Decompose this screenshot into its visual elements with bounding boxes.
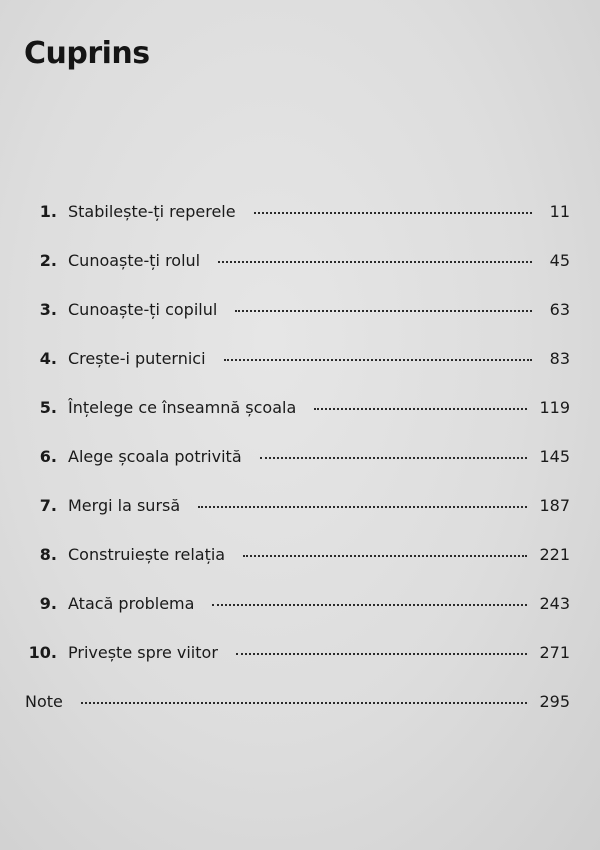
toc-entry-body — [68, 398, 570, 417]
toc-entry-number: 6. — [39, 447, 57, 466]
toc-entry-label: Alege școala potrivită — [68, 447, 242, 466]
dot-leader — [198, 506, 527, 508]
toc-entry — [0, 539, 600, 588]
toc-entry-number: 4. — [39, 349, 57, 368]
page-title: Cuprins — [24, 36, 150, 71]
toc-entry-label: Înțelege ce înseamnă școala — [68, 398, 297, 417]
toc-entry-body — [25, 692, 570, 711]
toc-entry-body — [68, 447, 570, 466]
toc-entry — [0, 490, 600, 539]
dot-leader — [218, 261, 532, 263]
toc-entry-page: 145 — [539, 447, 570, 466]
toc-entry-number: 3. — [39, 300, 57, 319]
table-of-contents — [0, 196, 600, 735]
toc-entry — [0, 637, 600, 686]
toc-entry-page: 271 — [539, 643, 570, 662]
toc-entry-body — [68, 496, 570, 515]
toc-entry — [0, 441, 600, 490]
dot-leader — [260, 457, 528, 459]
toc-entry-label: Privește spre viitor — [68, 643, 218, 662]
toc-entry-number: 2. — [39, 251, 57, 270]
toc-entry-label: Atacă problema — [68, 594, 195, 613]
toc-entry-number: 7. — [39, 496, 57, 515]
toc-entry-page: 187 — [539, 496, 570, 515]
dot-leader — [236, 653, 528, 655]
toc-entry-body — [68, 594, 570, 613]
toc-entry-number: 9. — [39, 594, 57, 613]
toc-entry-label: Cunoaște-ți rolul — [68, 251, 201, 270]
toc-entry-body — [68, 643, 570, 662]
dot-leader — [254, 212, 532, 214]
toc-entry-page: 119 — [539, 398, 570, 417]
toc-entry-label: Crește-i puternici — [68, 349, 206, 368]
toc-entry-page: 295 — [539, 692, 570, 711]
dot-leader — [243, 555, 527, 557]
toc-entry-body — [68, 251, 570, 270]
toc-entry-label: Cunoaște-ți copilul — [68, 300, 218, 319]
toc-entry-notes — [0, 686, 600, 735]
toc-entry-page: 83 — [549, 349, 570, 368]
toc-entry-page: 63 — [549, 300, 570, 319]
dot-leader — [212, 604, 527, 606]
toc-entry-label: Note — [25, 692, 63, 711]
dot-leader — [314, 408, 527, 410]
dot-leader — [81, 702, 528, 704]
toc-entry-label: Construiește relația — [68, 545, 226, 564]
dot-leader — [235, 310, 532, 312]
dot-leader — [224, 359, 532, 361]
toc-entry-page: 221 — [539, 545, 570, 564]
toc-entry-label: Mergi la sursă — [68, 496, 181, 515]
toc-entry-number: 8. — [39, 545, 57, 564]
toc-entry — [0, 343, 600, 392]
toc-entry-page: 243 — [539, 594, 570, 613]
toc-entry-number: 1. — [39, 202, 57, 221]
toc-entry — [0, 392, 600, 441]
toc-entry — [0, 588, 600, 637]
toc-entry-page: 11 — [549, 202, 570, 221]
toc-entry-body — [68, 300, 570, 319]
toc-entry-page: 45 — [549, 251, 570, 270]
toc-entry-number: 10. — [28, 643, 57, 662]
toc-entry-label: Stabilește-ți reperele — [68, 202, 236, 221]
toc-entry-number: 5. — [39, 398, 57, 417]
toc-entry-body — [68, 202, 570, 221]
toc-entry — [0, 294, 600, 343]
toc-entry — [0, 196, 600, 245]
toc-entry — [0, 245, 600, 294]
toc-entry-body — [68, 349, 570, 368]
toc-entry-body — [68, 545, 570, 564]
